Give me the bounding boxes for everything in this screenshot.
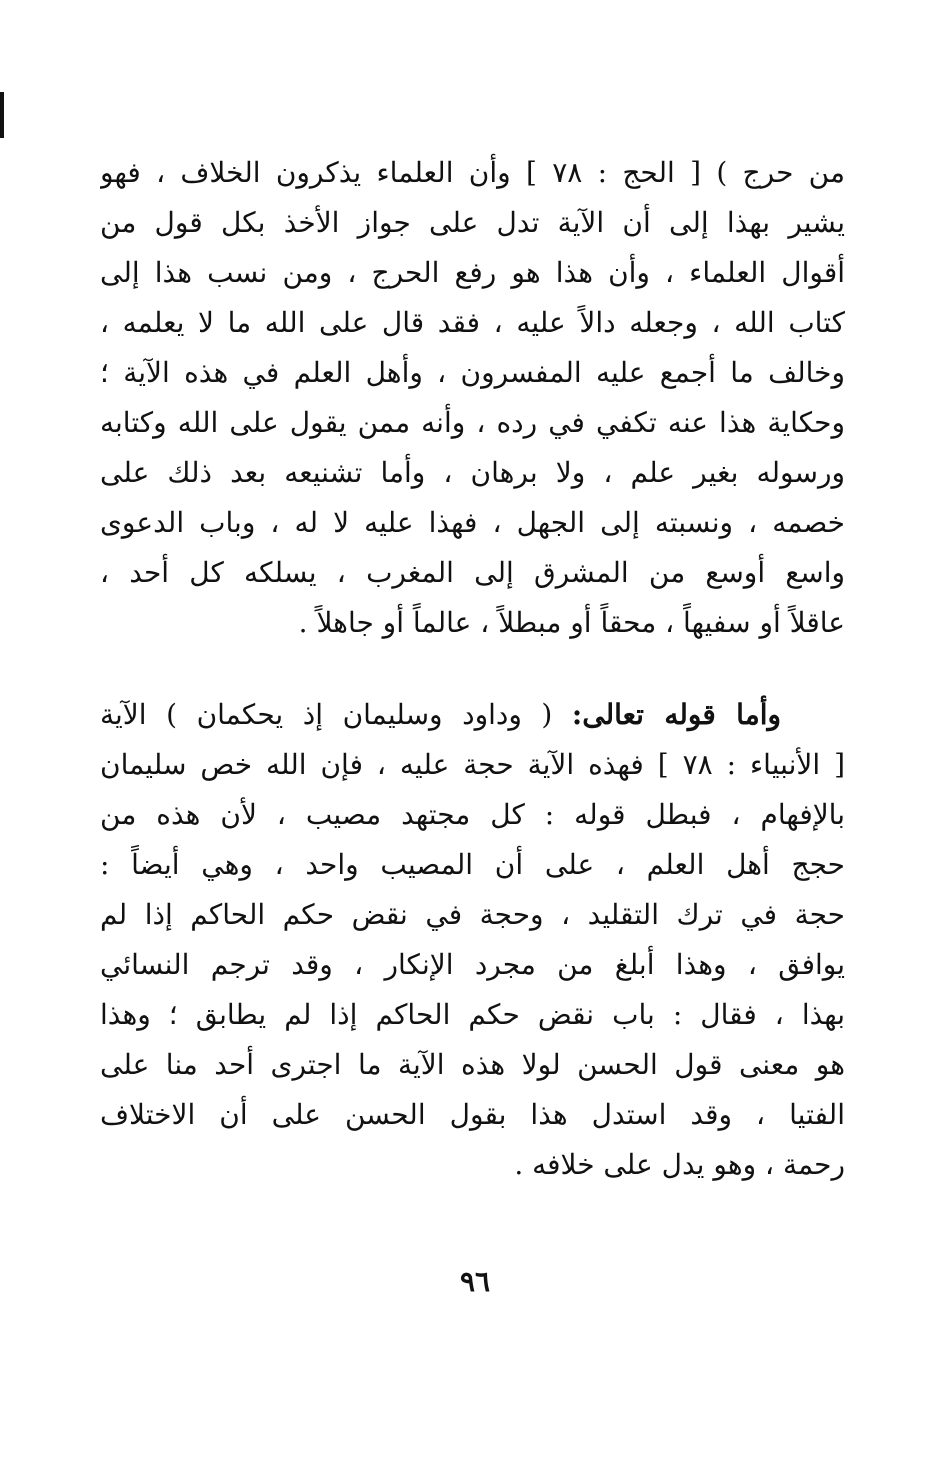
text-line: واسع أوسع من المشرق إلى المغرب ، يسلكه كل أحد ، — [100, 556, 845, 589]
text-line: حجة في ترك التقليد ، وحجة في نقض حكم الحاكم إذا لم — [100, 898, 845, 931]
text-line: بالإفهام ، فبطل قوله : كل مجتهد مصيب ، لأن هذه من — [100, 798, 845, 831]
paragraph-1 — [100, 148, 845, 648]
text-line: خصمه ، ونسبته إلى الجهل ، فهذا عليه لا له ، وباب الدعوى — [100, 506, 845, 539]
text-line: أقوال العلماء ، وأن هذا هو رفع الحرج ، ومن نسب هذا إلى — [100, 256, 845, 289]
text-line: وحكاية هذا عنه تكفي في رده ، وأنه ممن يقول على الله وكتابه — [100, 406, 845, 439]
text-line: عاقلاً أو سفيهاً ، محقاً أو مبطلاً ، عالماً أو جاهلاً . — [298, 606, 845, 639]
text-line: [ الأنبياء : ٧٨ ] فهذه الآية حجة عليه ، فإن الله خص سليمان — [100, 748, 845, 781]
text-line: رحمة ، وهو يدل على خلافه . — [514, 1148, 845, 1181]
first-line-rest: ( وداود وسليمان إذ يحكمان ) الآية — [100, 698, 572, 731]
first-line — [100, 690, 845, 740]
text-line: ورسوله بغير علم ، ولا برهان ، وأما تشنيعه بعد ذلك على — [100, 456, 845, 489]
text-line: وخالف ما أجمع عليه المفسرون ، وأهل العلم في هذه الآية ؛ — [100, 356, 845, 389]
text-line: كتاب الله ، وجعله دالاً عليه ، فقد قال على الله ما لا يعلمه ، — [100, 306, 845, 339]
text-line: الفتيا ، وقد استدل هذا بقول الحسن على أن الاختلاف — [100, 1098, 845, 1131]
text-line: حجج أهل العلم ، على أن المصيب واحد ، وهي أيضاً : — [100, 848, 845, 881]
page-body — [100, 148, 845, 1190]
paragraph-2 — [100, 690, 845, 1190]
text-line: بهذا ، فقال : باب نقض حكم الحاكم إذا لم يطابق ؛ وهذا — [100, 998, 845, 1031]
page-edge-mark — [0, 92, 4, 138]
text-line: يوافق ، وهذا أبلغ من مجرد الإنكار ، وقد ترجم النسائي — [100, 948, 845, 981]
page-number: ٩٦ — [459, 1265, 491, 1298]
text-line: يشير بهذا إلى أن الآية تدل على جواز الأخذ بكل قول من — [100, 206, 845, 239]
paragraph-gap — [100, 648, 845, 690]
text-line: من حرج ) [ الحج : ٧٨ ] وأن العلماء يذكرون الخلاف ، فهو — [100, 156, 845, 189]
lead-phrase: وأما قوله تعالى: — [571, 698, 781, 731]
text-line: هو معنى قول الحسن لولا هذه الآية ما اجترى أحد منا على — [100, 1048, 845, 1081]
